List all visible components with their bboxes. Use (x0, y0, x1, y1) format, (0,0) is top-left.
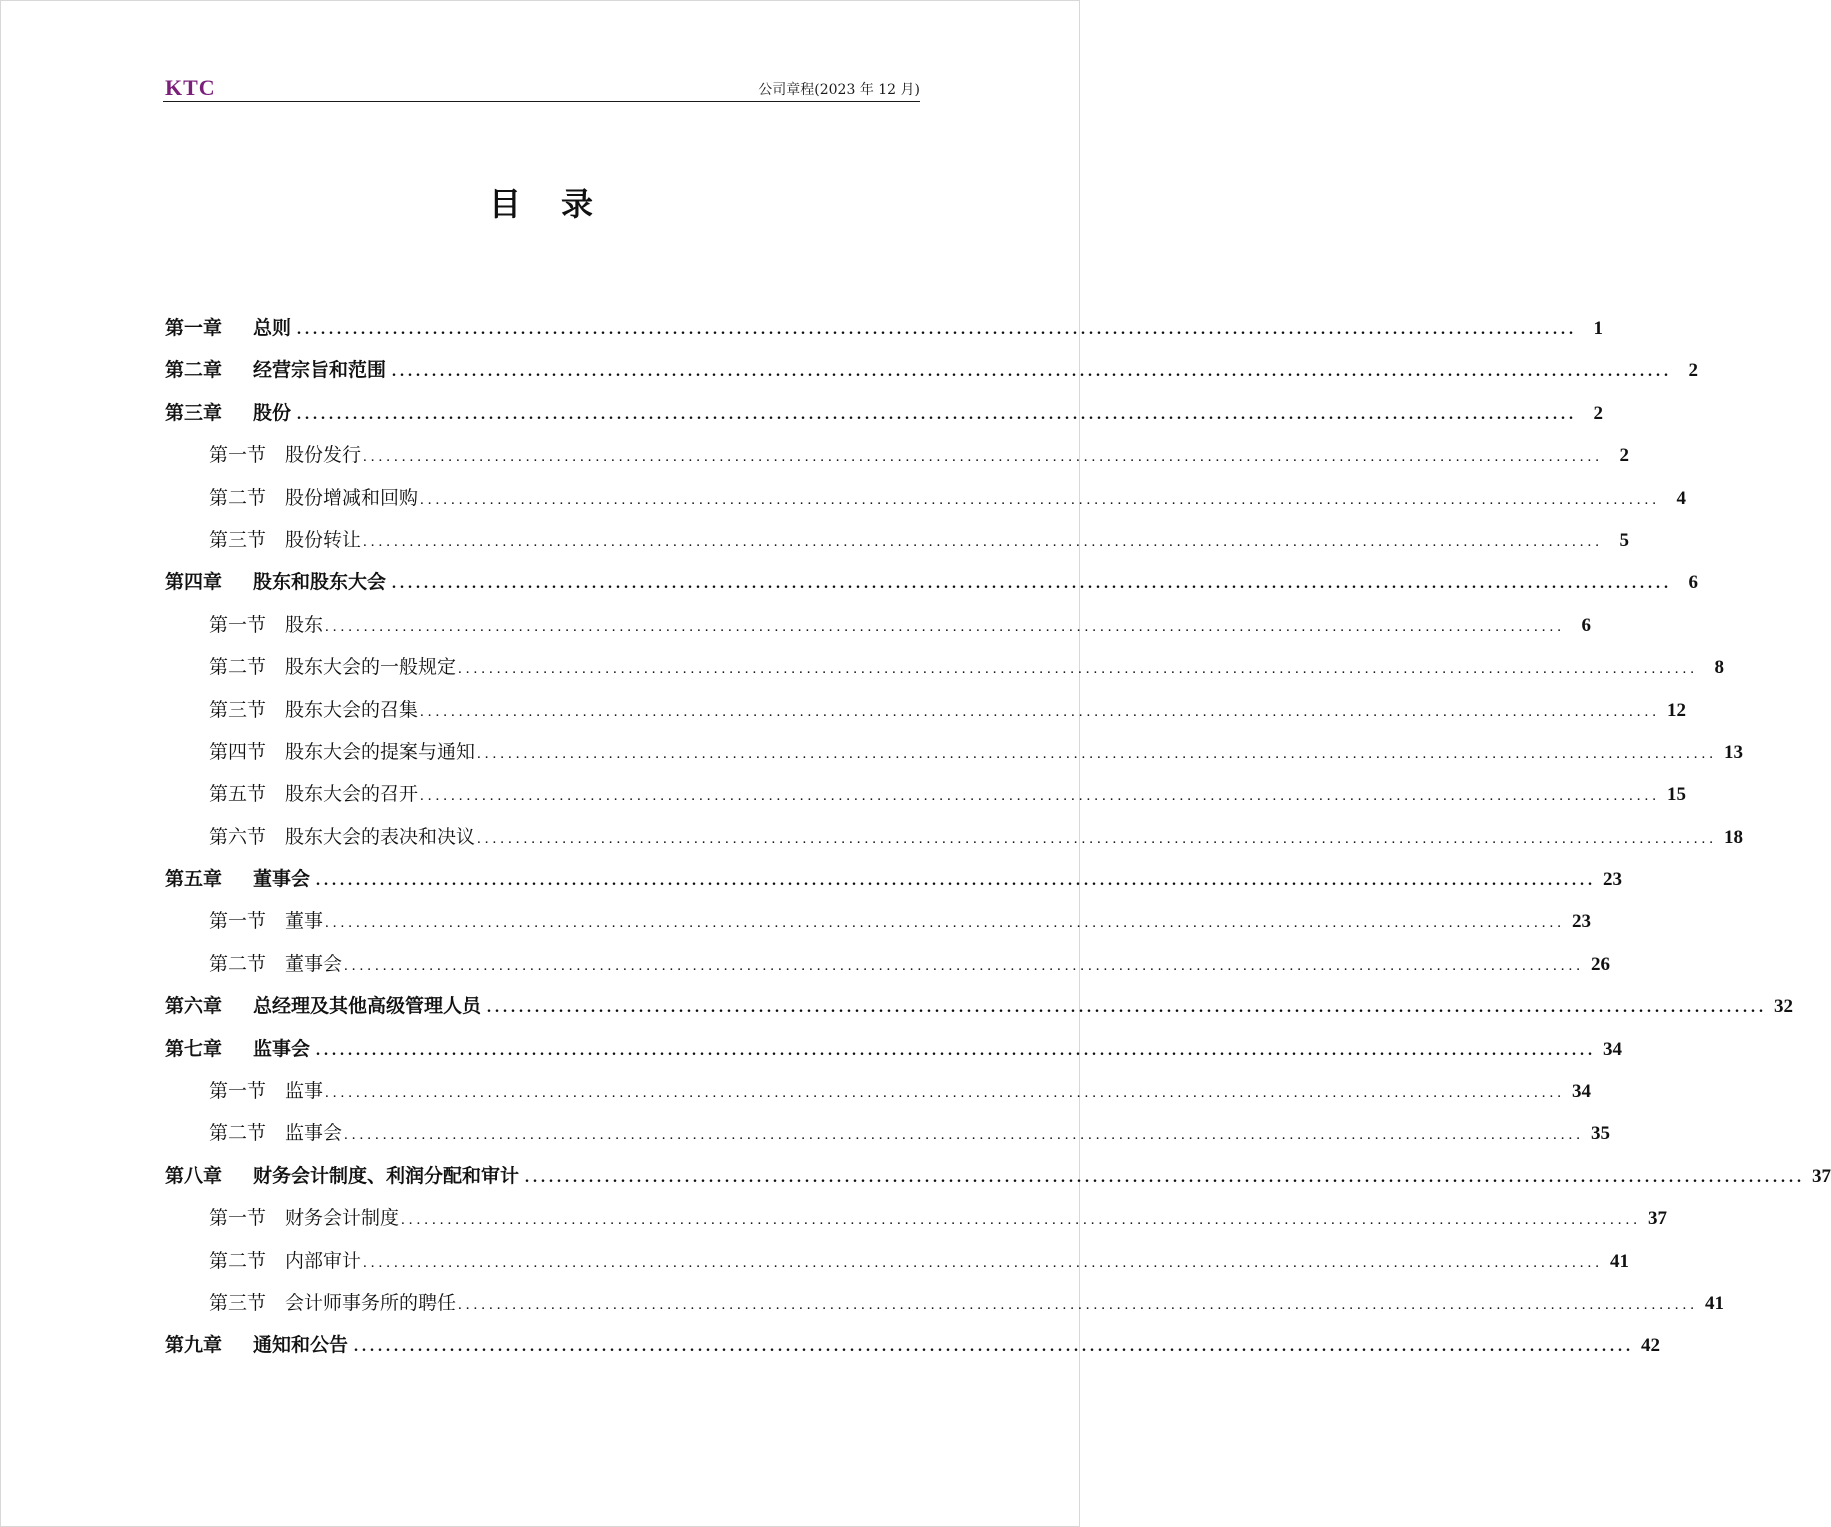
toc-chapter-entry[interactable] (165, 985, 1794, 1027)
table-of-contents (165, 307, 1831, 1367)
dot-leader: ................................................................................................................................................................ (363, 533, 1604, 550)
toc-section-entry[interactable] (165, 1070, 1592, 1112)
toc-entry-number: 第三节 (209, 1291, 267, 1314)
dot-leader: ................................................................................................................................................................ (354, 1338, 1635, 1356)
toc-page-number: 37 (1812, 1165, 1831, 1187)
toc-page-number: 13 (1724, 741, 1744, 763)
toc-entry-number: 第七章 (165, 1037, 223, 1060)
dot-leader: ................................................................................................................................................................ (344, 1127, 1585, 1144)
toc-chapter-entry[interactable] (165, 307, 1604, 349)
toc-entry-title: 股东大会的一般规定 (285, 656, 457, 679)
toc-page-number: 5 (1619, 529, 1630, 551)
toc-entry-number: 第一节 (209, 1207, 267, 1230)
dot-leader: ................................................................................................................................................................ (344, 957, 1585, 974)
toc-entry-title: 股份 (253, 401, 292, 424)
toc-entry-title: 内部审计 (285, 1249, 362, 1272)
toc-heading: 目录 (488, 185, 633, 223)
dot-leader: ................................................................................................................................................................ (363, 449, 1604, 466)
dot-leader: ................................................................................................................................................................ (420, 703, 1661, 720)
dot-leader: ................................................................................................................................................................ (392, 575, 1673, 593)
toc-entry-number: 第四章 (165, 571, 223, 594)
toc-entry-number: 第二节 (209, 1249, 267, 1272)
toc-entry-number: 第三章 (165, 401, 223, 424)
toc-entry-title: 股东大会的表决和决议 (285, 825, 476, 848)
toc-entry-title: 股份转让 (285, 528, 362, 551)
toc-entry-number: 第二章 (165, 359, 223, 382)
toc-section-entry[interactable] (165, 689, 1687, 731)
toc-page-number: 34 (1603, 1038, 1623, 1060)
dot-leader: ................................................................................................................................................................ (525, 1168, 1806, 1186)
toc-chapter-entry[interactable] (165, 349, 1699, 391)
toc-section-entry[interactable] (165, 646, 1725, 688)
toc-page-number: 8 (1714, 657, 1725, 679)
toc-entry-title: 经营宗旨和范围 (253, 359, 387, 382)
toc-entry-title: 股东和股东大会 (253, 571, 387, 594)
toc-entry-number: 第二节 (209, 952, 267, 975)
dot-leader: ................................................................................................................................................................ (316, 872, 1597, 890)
toc-entry-number: 第一节 (209, 1080, 267, 1103)
toc-page-number: 18 (1724, 826, 1744, 848)
dot-leader: ................................................................................................................................................................ (458, 661, 1699, 678)
toc-entry-title: 会计师事务所的聘任 (285, 1291, 457, 1314)
toc-entry-title: 董事会 (253, 868, 311, 891)
toc-chapter-entry[interactable] (165, 392, 1604, 434)
page-header (163, 73, 920, 102)
toc-entry-number: 第九章 (165, 1334, 223, 1357)
toc-page-number: 15 (1667, 784, 1687, 806)
toc-section-entry[interactable] (165, 1240, 1630, 1282)
toc-page-number: 2 (1688, 360, 1699, 382)
dot-leader: ................................................................................................................................................................ (325, 618, 1566, 635)
toc-entry-title: 监事会 (253, 1037, 311, 1060)
dot-leader: ................................................................................................................................................................ (477, 745, 1718, 762)
dot-leader: ................................................................................................................................................................ (420, 491, 1661, 508)
toc-section-entry[interactable] (165, 943, 1611, 985)
toc-chapter-entry[interactable] (165, 1028, 1623, 1070)
dot-leader: ................................................................................................................................................................ (392, 363, 1673, 381)
toc-page-number: 2 (1619, 445, 1630, 467)
toc-entry-title: 财务会计制度、利润分配和审计 (253, 1164, 520, 1187)
toc-section-entry[interactable] (165, 1112, 1611, 1154)
toc-entry-title: 监事会 (285, 1122, 343, 1145)
toc-entry-title: 股份发行 (285, 444, 362, 467)
toc-page-number: 23 (1572, 911, 1592, 933)
dot-leader: ................................................................................................................................................................ (487, 999, 1768, 1017)
toc-page-number: 42 (1641, 1335, 1661, 1357)
toc-entry-number: 第五节 (209, 783, 267, 806)
toc-section-entry[interactable] (165, 773, 1687, 815)
toc-section-entry[interactable] (165, 477, 1687, 519)
toc-section-entry[interactable] (165, 604, 1592, 646)
toc-entry-number: 第三节 (209, 528, 267, 551)
toc-section-entry[interactable] (165, 900, 1592, 942)
dot-leader: ................................................................................................................................................................ (420, 788, 1661, 805)
toc-section-entry[interactable] (165, 434, 1630, 476)
toc-section-entry[interactable] (165, 731, 1744, 773)
toc-entry-title: 财务会计制度 (285, 1207, 400, 1230)
toc-section-entry[interactable] (165, 519, 1630, 561)
toc-entry-number: 第四节 (209, 740, 267, 763)
document-title: 公司章程(2023 年 12 月) (758, 82, 920, 98)
toc-page-number: 1 (1593, 318, 1604, 339)
toc-page-number: 2 (1593, 402, 1604, 424)
toc-chapter-entry[interactable] (165, 1324, 1661, 1366)
toc-page-number: 35 (1591, 1123, 1611, 1145)
toc-page-number: 6 (1688, 572, 1699, 594)
toc-entry-number: 第八章 (165, 1164, 223, 1187)
toc-entry-title: 股东大会的召集 (285, 698, 419, 721)
dot-leader: ................................................................................................................................................................ (297, 321, 1578, 338)
toc-entry-title: 总经理及其他高级管理人员 (253, 995, 482, 1018)
toc-page-number: 34 (1572, 1081, 1592, 1103)
toc-entry-number: 第二节 (209, 1122, 267, 1145)
toc-entry-title: 董事 (285, 910, 324, 933)
toc-entry-title: 股东大会的提案与通知 (285, 740, 476, 763)
toc-entry-number: 第六节 (209, 825, 267, 848)
toc-entry-title: 董事会 (285, 952, 343, 975)
toc-entry-title: 总则 (253, 317, 292, 339)
toc-chapter-entry[interactable] (165, 858, 1623, 900)
toc-page-number: 32 (1774, 996, 1794, 1018)
toc-entry-number: 第六章 (165, 995, 223, 1018)
toc-page-number: 37 (1648, 1208, 1668, 1230)
toc-entry-title: 通知和公告 (253, 1334, 349, 1357)
toc-page-number: 12 (1667, 699, 1687, 721)
toc-entry-number: 第五章 (165, 868, 223, 891)
dot-leader: ................................................................................................................................................................ (297, 405, 1578, 423)
toc-entry-number: 第一章 (165, 317, 223, 339)
toc-entry-number: 第二节 (209, 486, 267, 509)
toc-entry-number: 第一节 (209, 444, 267, 467)
toc-page-number: 41 (1705, 1292, 1725, 1314)
toc-entry-title: 监事 (285, 1080, 324, 1103)
toc-page-number: 26 (1591, 953, 1611, 975)
toc-entry-number: 第三节 (209, 698, 267, 721)
dot-leader: ................................................................................................................................................................ (401, 1212, 1642, 1229)
company-logo: KTC (165, 75, 216, 100)
toc-section-entry[interactable] (165, 1282, 1725, 1324)
toc-entry-title: 股份增减和回购 (285, 486, 419, 509)
toc-page-number: 23 (1603, 869, 1623, 891)
toc-page-number: 6 (1581, 614, 1592, 636)
toc-chapter-entry[interactable] (165, 561, 1699, 603)
toc-entry-title: 股东 (285, 613, 324, 636)
dot-leader: ................................................................................................................................................................ (325, 915, 1566, 932)
toc-section-entry[interactable] (165, 816, 1744, 858)
dot-leader: ................................................................................................................................................................ (363, 1254, 1604, 1271)
toc-entry-number: 第一节 (209, 910, 267, 933)
dot-leader: ................................................................................................................................................................ (458, 1296, 1699, 1313)
dot-leader: ................................................................................................................................................................ (477, 830, 1718, 847)
toc-page-number: 4 (1676, 487, 1687, 509)
dot-leader: ................................................................................................................................................................ (316, 1041, 1597, 1059)
toc-entry-title: 股东大会的召开 (285, 783, 419, 806)
toc-chapter-entry[interactable] (165, 1155, 1831, 1197)
toc-entry-number: 第一节 (209, 613, 267, 636)
toc-page-number: 41 (1610, 1250, 1630, 1272)
dot-leader: ................................................................................................................................................................ (325, 1085, 1566, 1102)
toc-section-entry[interactable] (165, 1197, 1668, 1239)
toc-entry-number: 第二节 (209, 656, 267, 679)
